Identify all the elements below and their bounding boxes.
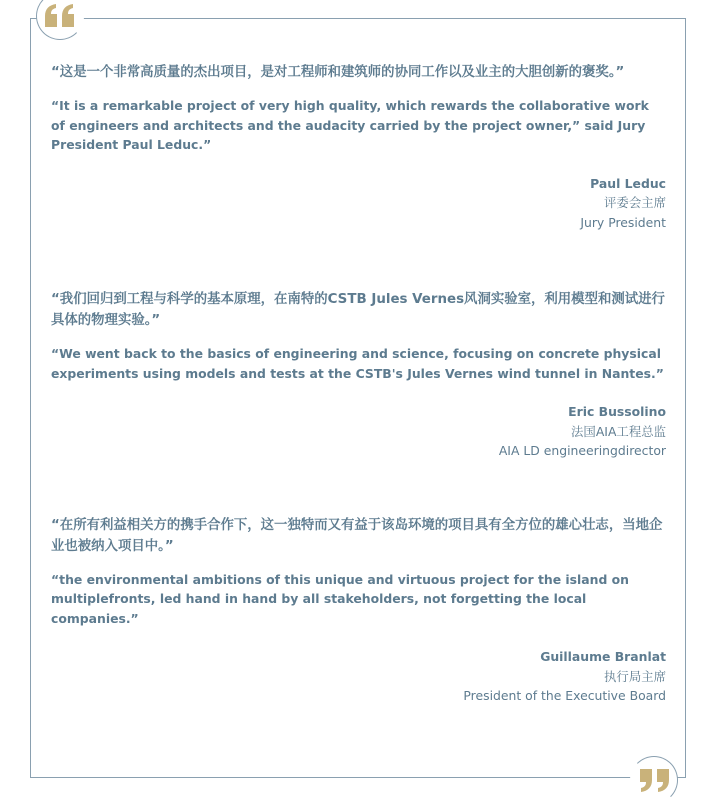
- speaker-title-zh: 法国AIA工程总监: [571, 423, 666, 439]
- quote-zh: “在所有利益相关方的携手合作下，这一独特而又有益于该岛环境的项目具有全方位的雄心壮志，当地企业也被纳入项目中。”: [51, 517, 663, 554]
- signature: [51, 174, 666, 233]
- speaker-title-en: Jury President: [580, 214, 666, 230]
- closing-quote-badge: [630, 756, 678, 804]
- opening-quote-icon: [43, 3, 77, 29]
- speaker-title-zh: 评委会主席: [604, 195, 666, 210]
- quote-block-3: [51, 515, 666, 706]
- speaker-title-zh: 执行局主席: [604, 668, 666, 684]
- quote-zh: “这是一个非常高质量的杰出项目，是对工程师和建筑师的协同工作以及业主的大胆创新的褒奖。”: [51, 65, 625, 80]
- speaker-title-en: President of the Executive Board: [463, 688, 666, 703]
- speaker-name: Paul Leduc: [590, 175, 666, 191]
- closing-quote-icon: [637, 767, 671, 793]
- speaker-name: Guillaume Branlat: [540, 649, 666, 664]
- quote-en: “It is a remarkable project of very high quality, which rewards the collaborative work of engineers and architects and the audacity carried by the project owner,” said Jury President Paul Leduc.”: [51, 98, 649, 152]
- quote-en: “the environmental ambitions of this unique and virtuous project for the island on multiplefronts, led hand in hand by all stakeholders, not forgetting the local companies.”: [51, 571, 630, 626]
- quote-zh: “我们回归到工程与科学的基本原理，在南特的CSTB Jules Vernes风洞实验室，利用模型和测试进行具体的物理实验。”: [51, 292, 665, 328]
- speaker-name: Eric Bussolino: [568, 404, 666, 419]
- quote-block-2: [51, 289, 666, 461]
- signature: [51, 647, 666, 706]
- quotes-content: [51, 62, 666, 706]
- quote-en: “We went back to the basics of engineering and science, focusing on concrete physical experiments using models and tests at the CSTB's Jules Vernes wind tunnel in Nantes.”: [51, 346, 664, 381]
- speaker-title-en: AIA LD engineeringdirector: [498, 443, 666, 458]
- quote-block-1: [51, 62, 666, 232]
- signature: [51, 402, 666, 461]
